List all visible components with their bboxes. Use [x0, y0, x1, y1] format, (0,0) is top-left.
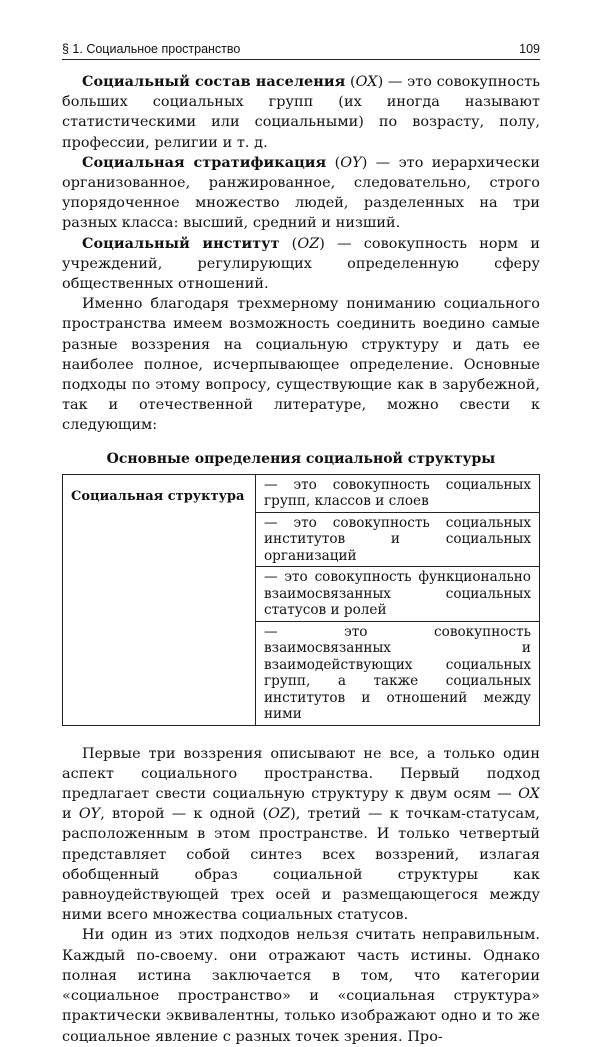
axis-label: OX	[355, 74, 378, 90]
paragraph-analysis	[62, 744, 540, 926]
axis-label: OZ	[268, 806, 291, 823]
table-row	[63, 474, 540, 512]
term: Социальный состав населения	[82, 73, 346, 90]
table-definition-cell: — это совокупность социальных институтов и социальных организаций	[256, 512, 540, 567]
axis-label: OZ	[297, 235, 320, 252]
paragraph-social-institute: Социальный институт (OZ) — совокупность норм и учреждений, регулирующих определенную сферу общественных отношений.	[62, 234, 540, 293]
page-number: 109	[519, 42, 540, 56]
section-title: § 1. Социальное пространство	[62, 42, 241, 56]
table-term-cell: Социальная структура	[63, 474, 256, 725]
definition-text: — совокупность норм и учреждений, регулирующих определенную сферу общественных отношений.	[62, 235, 540, 293]
definition-text: — это иерархически организованное, ранжированное, следовательно, строго упорядоченное множество людей, разделенных на три разных класса: высший, средний и низший.	[62, 154, 541, 232]
axis-label: OX	[518, 786, 540, 803]
text-run: и	[62, 806, 79, 823]
text-run: Первые три воззрения описывают не все, а только один аспект социального пространства. Первый подход предлагает свести социальную структуру к двум осям —	[62, 745, 540, 803]
page-body	[62, 62, 540, 1047]
paragraph-intro: Именно благодаря трехмерному пониманию социального пространства имеем возможность соединить воедино самые разные воззрения на социальную структуру и дать ее наиболее полное, исчерпывающее определение. Основные подходы по этому вопросу, существующие как в зарубежной, так и отечественной литературе, можно свести к следующим:	[62, 296, 540, 434]
page-header	[62, 38, 540, 60]
definitions-table	[62, 474, 540, 726]
text-run: ), третий — к точкам-статусам, расположенным в этом пространстве. И только четвертый представляет собой синтез всех воззрений, излагая обобщенный образ социальной структуры как равноудействующей трех осей и размещающегося между ними всего множества социальных статусов.	[62, 806, 540, 924]
header-rule	[62, 59, 540, 60]
axis-label: OY	[340, 154, 362, 171]
term: Социальный институт	[82, 234, 280, 252]
paragraph-social-stratification: Социальная стратификация (OY) — это иерархически организованное, ранжированное, следовательно, строго упорядоченное множество людей, разделенных на три разных класса: высший, средний и низший.	[62, 153, 541, 232]
table-title: Основные определения социальной структуры	[106, 450, 496, 467]
axis-label: OY	[78, 806, 101, 823]
table-definition-cell: — это совокупность взаимосвязанных и взаимодействующих социальных групп, а также социальных институтов и отношений между ними	[256, 621, 540, 725]
term: Социальная стратификация	[82, 153, 327, 171]
table-definition-cell: — это совокупность социальных групп, классов и слоев	[256, 474, 540, 512]
paragraph-social-composition: Социальный состав населения (OX) — это совокупность больших социальных групп (их иногда называют статистическими или социальными) по возрасту, полу, профессии, религии и т. д.	[62, 73, 541, 151]
paragraph-conclusion: Ни один из этих подходов нельзя считать неправильным. Каждый по-своему. они отражают часть истины. Однако полная истина заключается в том, что категории «социальное пространство» и «социальная структура» практически эквивалентны, только изображают одно и то же социальное явление с разных точек зрения. Про-	[62, 927, 540, 1045]
table-definition-cell: — это совокупность функционально взаимосвязанных социальных статусов и ролей	[256, 567, 540, 622]
text-run: , второй — к одной (	[100, 806, 269, 823]
definition-text: — это совокупность больших социальных групп (их иногда называют статистическими или социальными) по возрасту, полу, профессии, религии и т. д.	[62, 74, 541, 151]
